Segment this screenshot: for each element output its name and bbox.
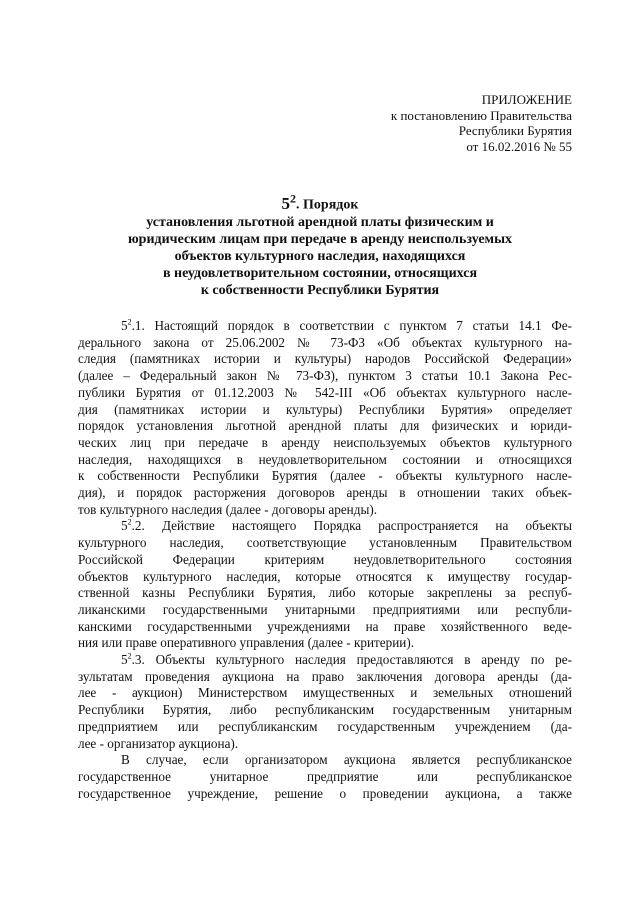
paragraph-line: культурного наследия, соответствующие установленным Правительством bbox=[78, 535, 572, 551]
heading-title-line bbox=[0, 190, 640, 214]
paragraph-line: публики Бурятия от 01.12.2003 № 542-III «Об объектах культурного насле- bbox=[78, 384, 572, 400]
heading-number-sup: 2 bbox=[290, 191, 297, 205]
paragraph bbox=[78, 652, 572, 752]
paragraph bbox=[78, 318, 572, 518]
paragraph-line: ственной казны Республики Бурятия, либо которые закреплены за респуб- bbox=[78, 585, 572, 601]
paragraph-line: наследия, находящихся в неудовлетворительном состоянии и относящихся bbox=[78, 451, 572, 467]
paragraph bbox=[78, 518, 572, 652]
heading-line: объектов культурного наследия, находящихся bbox=[174, 248, 466, 264]
paragraph-line: зультатам проведения аукциона на право заключения договора аренды (да- bbox=[78, 668, 572, 684]
document-body bbox=[78, 318, 572, 802]
paragraph-line: дерального закона от 25.06.2002 № 73-ФЗ «Об объектах культурного на- bbox=[78, 334, 572, 350]
paragraph-line: Республики Бурятия, либо республиканским государственным унитарным bbox=[78, 702, 572, 718]
paragraph bbox=[78, 752, 572, 802]
paragraph-number-sup: 2 bbox=[127, 651, 132, 661]
appendix-line: Республики Бурятия bbox=[458, 123, 572, 138]
heading-line: к собственности Республики Бурятия bbox=[200, 282, 440, 298]
paragraph-line: (далее – Федеральный закон № 73-ФЗ), пунктом 3 статьи 10.1 Закона Рес- bbox=[78, 368, 572, 384]
heading-number: $5^2$ bbox=[281, 191, 297, 213]
paragraph-first-line bbox=[78, 652, 572, 669]
paragraph-first-line bbox=[78, 752, 572, 769]
paragraph-line: ликанскими государственными унитарными предприятиями или республи- bbox=[78, 601, 572, 617]
paragraph-line: тов культурного наследия (далее - договоры аренды). bbox=[78, 501, 378, 517]
paragraph-line: государственное унитарное предприятие или республиканское bbox=[78, 768, 572, 784]
paragraph-line: ческих лиц при передаче в аренду неиспользуемых объектов культурного bbox=[78, 434, 572, 450]
paragraph-line: государственное учреждение, решение о проведении аукциона, а также bbox=[78, 785, 572, 801]
paragraph-line: ния или праве оперативного управления (далее - критерии). bbox=[78, 635, 415, 651]
paragraph-line: объектов культурного наследия, которые относятся к имуществу государ- bbox=[78, 568, 572, 584]
paragraph-line: канскими государственными учреждениями на праве хозяйственного веде- bbox=[78, 618, 572, 634]
paragraph-line: следия (памятниках истории и культуры) народов Российской Федерации» bbox=[78, 351, 572, 367]
paragraph-number-sup: 2 bbox=[127, 317, 132, 327]
paragraph-number: 5 bbox=[121, 518, 128, 534]
paragraph-line: предприятием или республиканским государственным учреждением (да- bbox=[78, 718, 572, 734]
paragraph-first-text: .1. Настоящий порядок в соответствии с пунктом 7 статьи 14.1 Фе- bbox=[131, 318, 572, 333]
paragraph-number-sup: 2 bbox=[127, 518, 132, 528]
heading-line: в неудовлетворительном состоянии, относящихся bbox=[162, 265, 478, 281]
paragraph-number: 5 bbox=[121, 318, 128, 333]
appendix-line: к постановлению Правительства bbox=[390, 107, 572, 123]
appendix-block bbox=[391, 92, 572, 154]
paragraph-first-text: .2. Действие настоящего Порядка распространяется на объекты bbox=[131, 518, 572, 534]
appendix-line: ПРИЛОЖЕНИЕ bbox=[481, 92, 572, 107]
paragraph-first-line bbox=[78, 318, 572, 335]
heading-line: юридическим лицам при передаче в аренду неиспользуемых bbox=[127, 231, 513, 247]
paragraph-first-line bbox=[78, 518, 572, 535]
heading-line: установления льготной арендной платы физическим и bbox=[146, 214, 494, 230]
paragraph-first-text: В случае, если организатором аукциона является республиканское bbox=[121, 752, 572, 768]
paragraph-line: дия (памятниках истории и культуры) Республики Бурятия» определяет bbox=[78, 401, 572, 417]
document-heading bbox=[0, 190, 640, 299]
paragraph-line: к собственности Республики Бурятия (далее - объекты культурного насле- bbox=[78, 468, 572, 484]
paragraph-line: лее - организатор аукциона). bbox=[78, 735, 239, 751]
paragraph-line: порядок установления льготной арендной платы для физических и юриди- bbox=[78, 418, 572, 434]
paragraph-line: дия), и порядок расторжения договоров аренды в отношении таких объек- bbox=[78, 485, 572, 501]
paragraph-number: 5 bbox=[121, 652, 128, 668]
appendix-line: от 16.02.2016 № 55 bbox=[466, 138, 572, 154]
paragraph-line: лее - аукцион) Министерством имущественных и земельных отношений bbox=[78, 685, 572, 701]
paragraph-first-text: .3. Объекты культурного наследия предоставляются в аренду по ре- bbox=[131, 652, 572, 668]
heading-title: . Порядок bbox=[296, 197, 359, 213]
paragraph-line: Российской Федерации критериям неудовлетворительного состояния bbox=[78, 551, 572, 567]
